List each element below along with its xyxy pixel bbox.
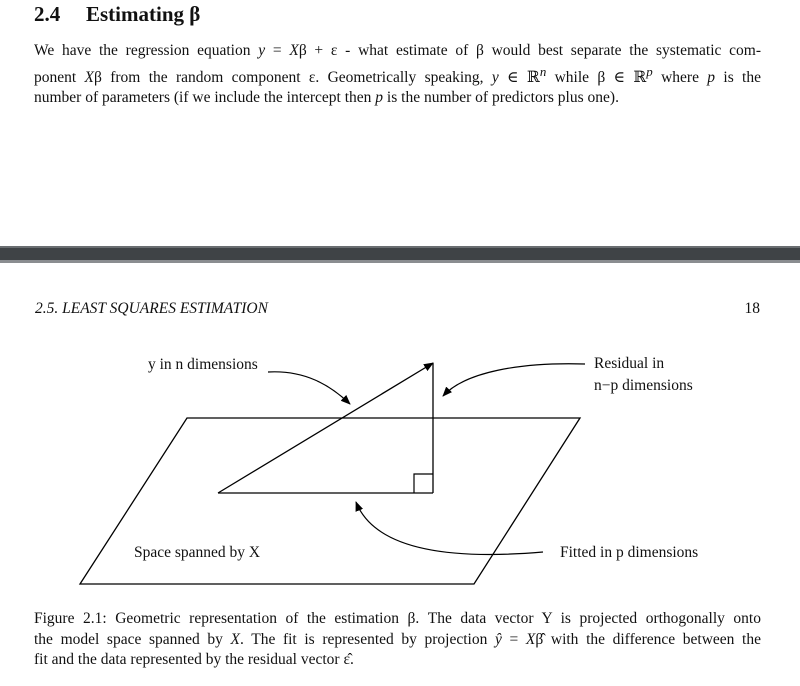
paragraph-line-3 [34, 88, 761, 109]
label-residual-line2: n−p dimensions [594, 377, 693, 394]
text: where [652, 68, 708, 86]
section-number: 2.4 [34, 2, 61, 26]
section-title: Estimating β [86, 2, 201, 26]
text: with the difference between the [543, 630, 761, 648]
pointer-arrow-fitted [356, 502, 543, 554]
paragraph-line-1 [34, 41, 761, 62]
text: ponent [34, 68, 85, 86]
math: = [265, 42, 290, 59]
math: X [230, 630, 241, 648]
text: - what estimate of β would best separate the systematic com- [337, 42, 761, 59]
text: Figure 2.1: Geometric representation of the estimation β. The data vector Y is projected orthogonally onto [34, 610, 761, 627]
figure-caption [34, 609, 761, 671]
math: p [646, 63, 653, 79]
pointer-arrow-y [268, 372, 350, 404]
math: ŷ [495, 630, 502, 648]
label-space-spanned: Space spanned by X [134, 544, 261, 561]
math: y [258, 42, 266, 59]
caption-line-3 [34, 650, 761, 671]
text: fit and the data represented by the residual vector ε̂. [34, 651, 354, 668]
pointer-arrow-residual [443, 364, 585, 396]
page-separator [0, 246, 800, 263]
math: β̂ [535, 630, 544, 648]
text: number of parameters (if we include the intercept then [34, 89, 376, 107]
math: = [501, 630, 526, 648]
data-vector-y [218, 363, 433, 493]
label-residual-line1: Residual in [594, 355, 665, 372]
figure-projection-diagram [0, 340, 800, 595]
text: the model space spanned by [34, 630, 231, 648]
math: p [375, 89, 384, 107]
math: y [491, 68, 499, 86]
label-y-in-n-dimensions: y in n dimensions [148, 356, 258, 373]
page-top [0, 0, 800, 246]
paragraph-line-2 [34, 62, 761, 89]
math: X [84, 68, 94, 86]
math: X [525, 630, 536, 648]
text: . The fit is represented by projection [240, 630, 495, 648]
section-heading [34, 2, 200, 27]
math: p [707, 68, 716, 86]
text: We have the regression equation [34, 42, 259, 59]
body-paragraph [34, 41, 761, 109]
math: n [539, 63, 547, 79]
running-head-title: 2.5. LEAST SQUARES ESTIMATION [35, 300, 268, 317]
label-fitted-in-p: Fitted in p dimensions [560, 544, 699, 561]
text: while β ∈ ℝ [546, 68, 647, 86]
page-number: 18 [744, 300, 760, 317]
math: ∈ ℝ [498, 68, 540, 86]
text: from the random component ε. Geometrically speaking, [101, 68, 492, 86]
text: is the [715, 68, 761, 86]
caption-line-1 [34, 609, 761, 630]
math: β [94, 68, 102, 86]
math: X [289, 42, 299, 59]
right-angle-marker [414, 474, 433, 493]
math: β + ε [298, 42, 338, 59]
text: is the number of predictors plus one). [383, 89, 619, 107]
caption-line-2 [34, 630, 761, 651]
